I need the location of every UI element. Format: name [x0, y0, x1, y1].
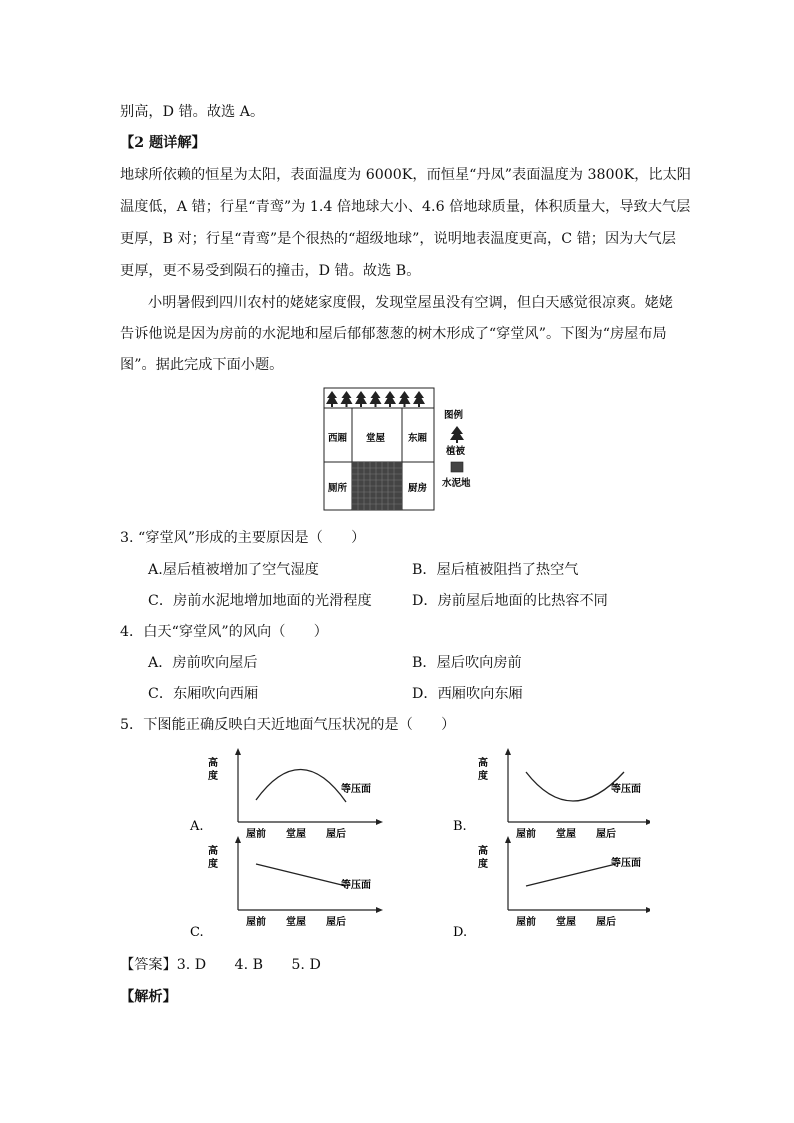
pressure-graph-a[interactable] [189, 748, 383, 840]
passage-line: 图”。据此完成下面小题。 [120, 357, 284, 373]
tree-icon [384, 391, 396, 407]
x-axis-arrow [376, 907, 383, 913]
room-label-toilet: 厕所 [328, 483, 348, 494]
passage-line: 小明暑假到四川农村的姥姥家度假，发现堂屋虽没有空调，但白天感觉很凉爽。姥姥 [148, 295, 673, 311]
question-4-option-c[interactable]: C．东厢吹向西厢 [148, 686, 259, 702]
y-axis-arrow [505, 836, 511, 843]
q2-explanation-line: 温度低，A 错；行星“青鸾”为 1.4 倍地球大小、4.6 倍地球质量，体积质量大，导致大气层 [120, 199, 691, 215]
y-axis-label: 高 [478, 846, 488, 857]
question-5-stem: 5．下图能正确反映白天近地面气压状况的是（ ） [120, 717, 456, 733]
tree-icon [341, 391, 353, 407]
tree-row [326, 391, 425, 407]
tree-icon [450, 426, 464, 443]
graph-option-letter: A. [190, 819, 204, 834]
y-axis-arrow [505, 748, 511, 755]
x-tick-label: 屋后 [596, 829, 616, 840]
tree-icon [370, 391, 382, 407]
question-4-option-d[interactable]: D．西厢吹向东厢 [412, 686, 523, 702]
isobar-curve [526, 864, 616, 886]
pressure-graph-c[interactable] [190, 836, 383, 940]
room-label-main: 堂屋 [366, 433, 386, 444]
y-axis-label: 高 [208, 758, 218, 769]
x-tick-label: 堂屋 [556, 917, 576, 928]
x-tick-label: 屋前 [516, 917, 536, 928]
graph-option-letter: B. [453, 819, 467, 834]
isobar-label: 等压面 [341, 784, 371, 795]
x-tick-label: 屋前 [246, 829, 266, 840]
x-axis-arrow [376, 819, 383, 825]
isobar-curve [256, 769, 346, 802]
x-axis-arrow [646, 819, 650, 825]
pressure-graphs [180, 748, 650, 948]
graph-option-letter: C. [190, 925, 204, 940]
y-axis-arrow [235, 748, 241, 755]
legend-vegetation-label: 植被 [446, 446, 466, 457]
y-axis-label: 度 [208, 771, 218, 782]
x-tick-label: 堂屋 [556, 829, 576, 840]
passage-line: 告诉他说是因为房前的水泥地和屋后郁郁葱葱的树木形成了“穿堂风”。下图为“房屋布局 [120, 326, 667, 342]
isobar-label: 等压面 [341, 880, 371, 891]
answer-line [120, 958, 321, 972]
q2-explanation-heading: 【2 题详解】 [120, 135, 206, 151]
room-label-west: 西厢 [328, 433, 348, 444]
graph-option-letter: D. [453, 925, 468, 940]
question-4-option-a[interactable]: A．房前吹向屋后 [148, 655, 258, 671]
y-axis-arrow [235, 836, 241, 843]
y-axis-label: 高 [208, 846, 218, 857]
x-tick-label: 堂屋 [286, 917, 306, 928]
tree-icon [355, 391, 367, 407]
intro-line: 别高，D 错。故选 A。 [120, 104, 265, 120]
x-tick-label: 屋后 [596, 917, 616, 928]
y-axis-label: 度 [478, 771, 488, 782]
question-3-option-a[interactable]: A.屋后植被增加了空气湿度 [148, 562, 319, 578]
answer-values: 3. D 4. B 5. D [176, 957, 321, 973]
q2-explanation-line: 更厚，B 对；行星“青鸾”是个很热的“超级地球”，说明地表温度更高，C 错；因为大气层 [120, 231, 676, 247]
isobar-curve [256, 864, 346, 886]
x-tick-label: 屋后 [326, 917, 346, 928]
question-3-stem: 3. “穿堂风”形成的主要原因是（ ） [120, 530, 366, 546]
room-label-kitchen: 厨房 [408, 483, 428, 494]
tree-icon [413, 391, 425, 407]
y-axis-label: 度 [208, 859, 218, 870]
pressure-graph-b[interactable] [453, 748, 650, 840]
tree-icon [399, 391, 411, 407]
legend-title: 图例 [444, 410, 464, 421]
answer-label: 【答案】 [120, 957, 177, 973]
pressure-graph-d[interactable] [453, 836, 650, 940]
q2-explanation-line: 更厚，更不易受到陨石的撞击，D 错。故选 B。 [120, 263, 421, 279]
question-3-option-d[interactable]: D．房前屋后地面的比热容不同 [412, 593, 608, 609]
question-4-option-b[interactable]: B．屋后吹向房前 [412, 655, 522, 671]
analysis-heading: 【解析】 [120, 989, 177, 1005]
cement-legend-swatch [451, 462, 463, 472]
y-axis-label: 度 [478, 859, 488, 870]
x-tick-label: 屋前 [516, 829, 536, 840]
tree-icon [326, 391, 338, 407]
question-4-stem: 4．白天“穿堂风”的风向（ ） [120, 624, 328, 640]
y-axis-label: 高 [478, 758, 488, 769]
isobar-label: 等压面 [611, 858, 641, 869]
isobar-label: 等压面 [611, 784, 641, 795]
x-tick-label: 堂屋 [286, 829, 306, 840]
isobar-curve [526, 772, 624, 801]
house-layout-diagram [320, 386, 480, 514]
question-3-option-c[interactable]: C．房前水泥地增加地面的光滑程度 [148, 593, 372, 609]
room-label-east: 东厢 [408, 433, 428, 444]
x-axis-arrow [646, 907, 650, 913]
q2-explanation-line: 地球所依赖的恒星为太阳，表面温度为 6000K，而恒星“丹凤”表面温度为 3800K，比太阳 [120, 167, 691, 183]
x-tick-label: 屋前 [246, 917, 266, 928]
legend-cement-label: 水泥地 [442, 478, 471, 489]
x-tick-label: 屋后 [326, 829, 346, 840]
question-3-option-b[interactable]: B．屋后植被阻挡了热空气 [412, 562, 579, 578]
